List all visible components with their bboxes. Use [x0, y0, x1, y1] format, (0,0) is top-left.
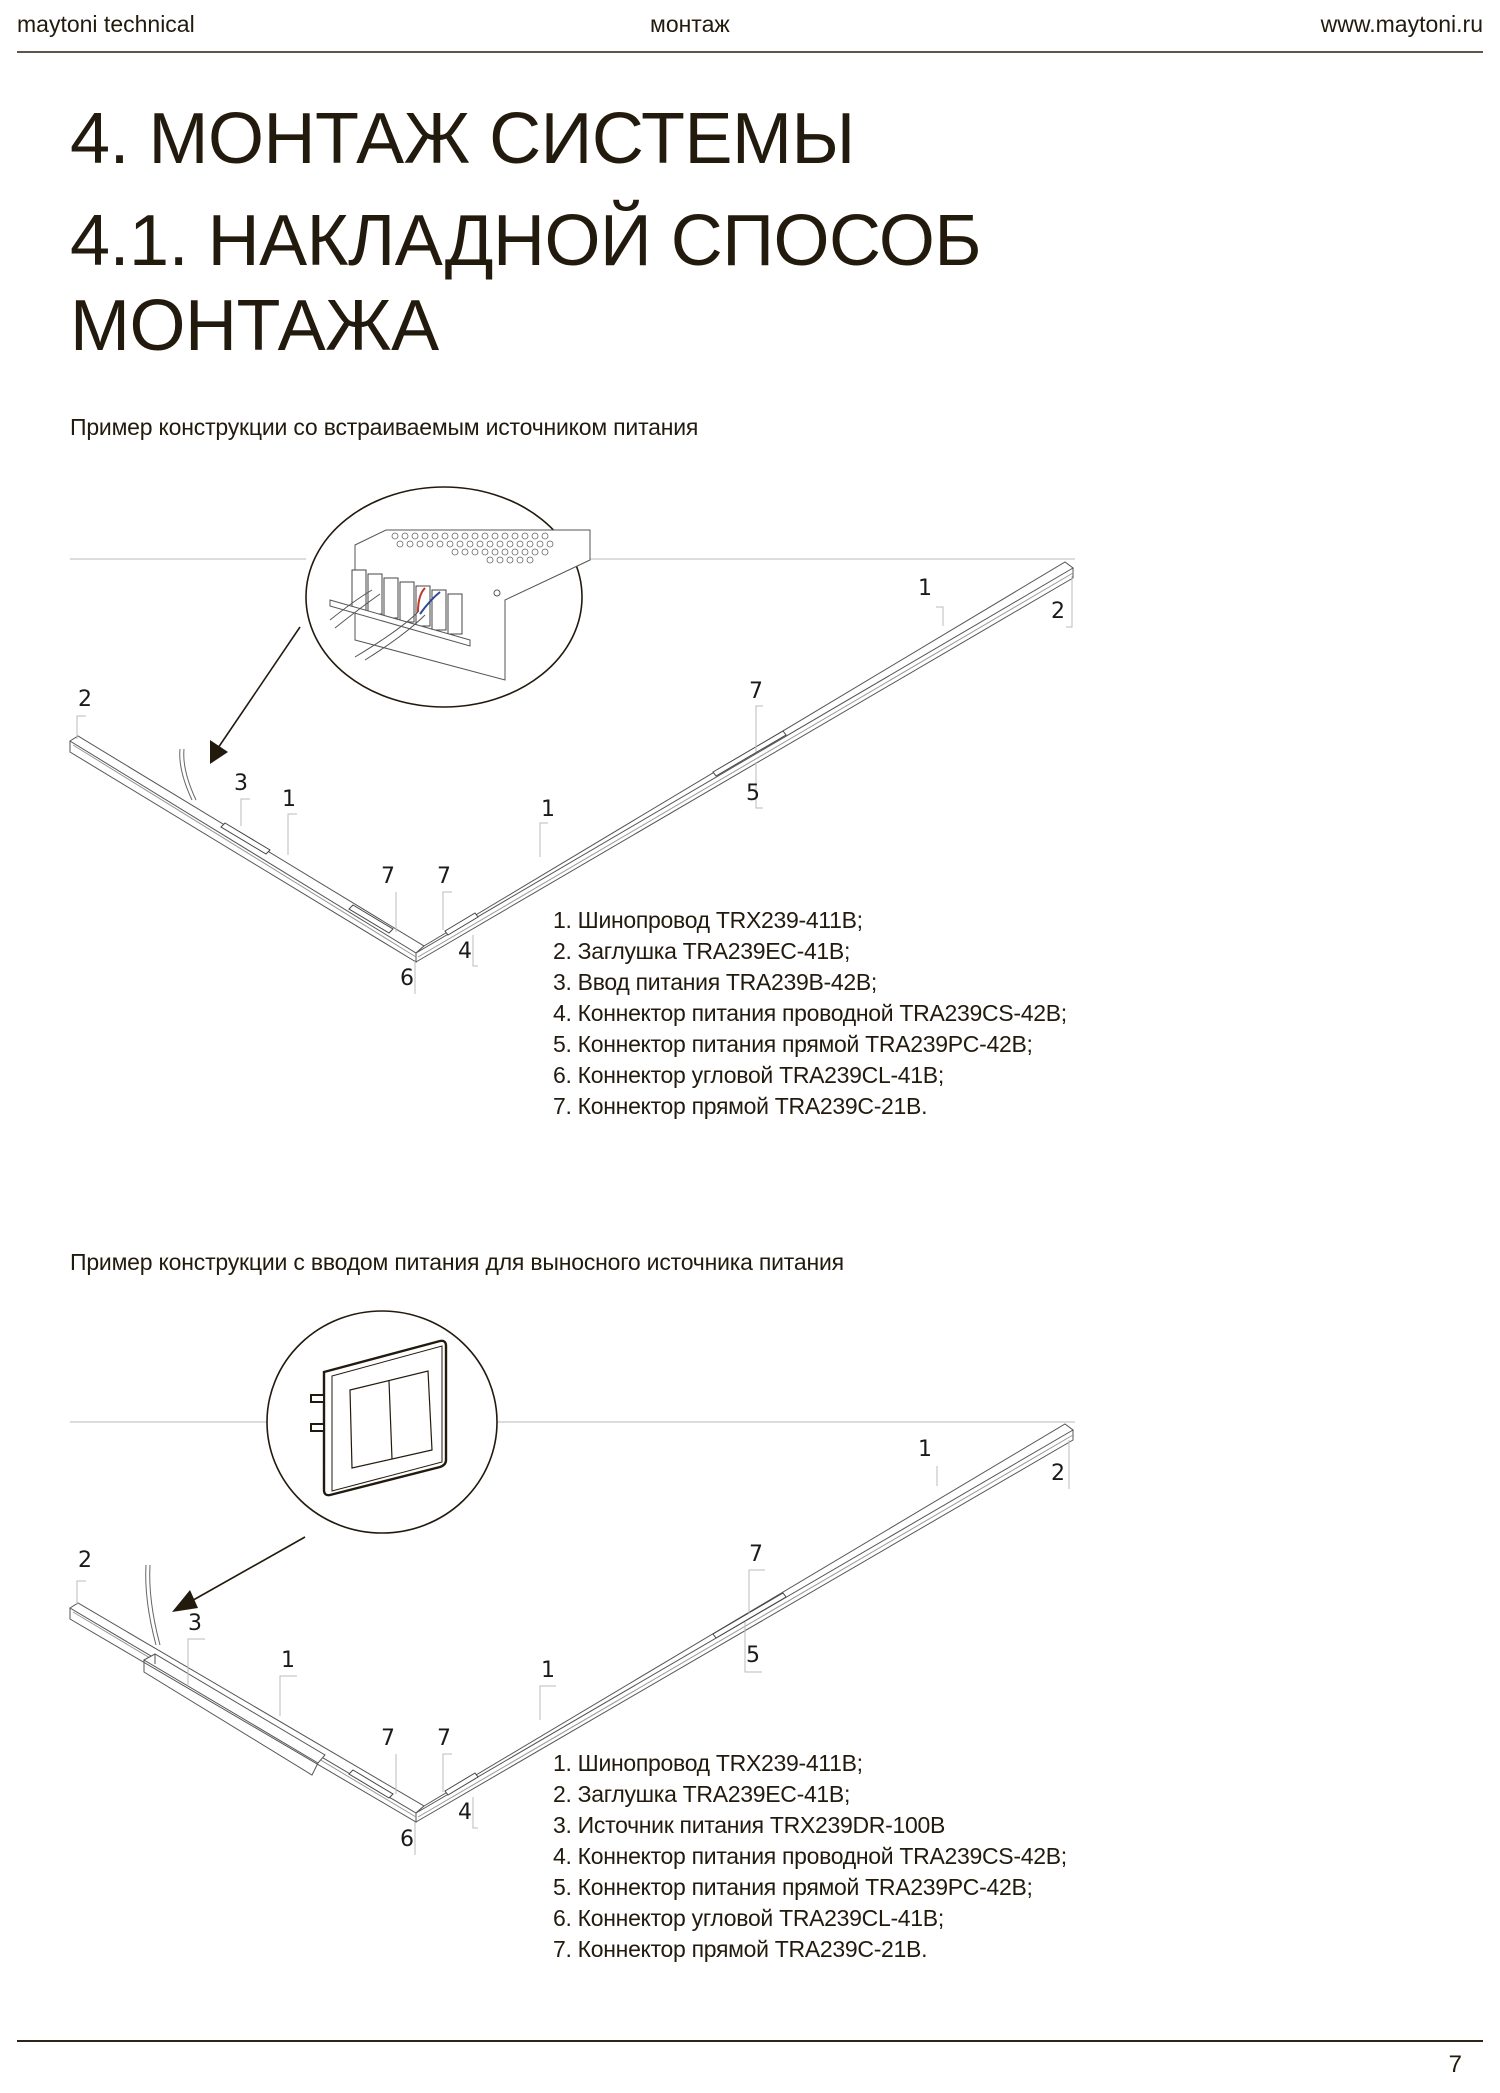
callout-7-a: 7: [381, 864, 395, 889]
callout-1-left: 1: [281, 1648, 295, 1673]
callout-2-right: 2: [1051, 599, 1065, 624]
callout-3: 3: [234, 771, 248, 796]
callout-2-left: 2: [78, 1548, 92, 1573]
callout-7-right: 7: [749, 1542, 763, 1567]
arrow-line: [218, 627, 300, 748]
header-rule: [17, 51, 1483, 53]
callout-4: 4: [458, 1800, 472, 1825]
legend-item: 5. Коннектор питания прямой TRA239PC-42B;: [553, 1874, 1033, 1900]
callout-1-mid: 1: [541, 797, 555, 822]
legend-item: 6. Коннектор угловой TRA239CL-41B;: [553, 1905, 944, 1931]
callout-6: 6: [400, 966, 414, 991]
legend-item: 6. Коннектор угловой TRA239CL-41B;: [553, 1062, 944, 1088]
arrow-head-icon: [210, 740, 228, 764]
example2-legend: [553, 1748, 1067, 1965]
callout-7-b: 7: [437, 864, 451, 889]
arrow-head-icon: [172, 1590, 198, 1612]
header-website-link[interactable]: www.maytoni.ru: [1320, 11, 1483, 37]
legend-item: 4. Коннектор питания проводной TRA239CS-42B;: [553, 1000, 1067, 1026]
legend-item: 5. Коннектор питания прямой TRA239PC-42B;: [553, 1031, 1033, 1057]
callout-1-right: 1: [918, 1437, 932, 1462]
subsection-title-line1: 4.1. НАКЛАДНОЙ СПОСОБ: [70, 201, 982, 281]
arrow-line: [188, 1537, 305, 1603]
page-number: 7: [1448, 2051, 1462, 2078]
section-title: 4. МОНТАЖ СИСТЕМЫ: [70, 99, 855, 179]
header-brand: maytoni technical: [17, 11, 195, 37]
callout-3: 3: [188, 1611, 202, 1636]
callout-7-right: 7: [749, 679, 763, 704]
callout-5: 5: [746, 781, 760, 806]
callout-4: 4: [458, 939, 472, 964]
footer-rule: [17, 2040, 1483, 2042]
callout-7-b: 7: [437, 1726, 451, 1751]
example2-caption: Пример конструкции с вводом питания для выносного источника питания: [70, 1249, 844, 1275]
legend-item: 7. Коннектор прямой TRA239C-21B.: [553, 1093, 928, 1119]
callout-2-left: 2: [78, 687, 92, 712]
callout-6: 6: [400, 1827, 414, 1852]
legend-item: 2. Заглушка TRA239EC-41B;: [553, 1781, 851, 1807]
callout-5: 5: [746, 1643, 760, 1668]
example1-legend: [553, 905, 1067, 1122]
subsection-title-line2: МОНТАЖА: [70, 286, 439, 366]
legend-item: 1. Шинопровод TRX239-411B;: [553, 1750, 863, 1776]
header-section: монтаж: [650, 11, 730, 37]
callout-2-right: 2: [1051, 1461, 1065, 1486]
legend-item: 4. Коннектор питания проводной TRA239CS-42B;: [553, 1843, 1067, 1869]
legend-item: 7. Коннектор прямой TRA239C-21B.: [553, 1936, 928, 1962]
legend-item: 3. Ввод питания TRA239B-42B;: [553, 969, 878, 995]
power-supply-terminal-icon: [306, 487, 590, 707]
example1-caption: Пример конструкции со встраиваемым источником питания: [70, 414, 699, 440]
legend-item: 3. Источник питания TRX239DR-100B: [553, 1812, 945, 1838]
callout-7-a: 7: [381, 1726, 395, 1751]
callout-1-mid: 1: [541, 1658, 555, 1683]
callout-1-right: 1: [918, 576, 932, 601]
legend-item: 2. Заглушка TRA239EC-41B;: [553, 938, 851, 964]
legend-item: 1. Шинопровод TRX239-411B;: [553, 907, 863, 933]
wall-switch-icon: [267, 1311, 497, 1533]
callout-1-left: 1: [282, 787, 296, 812]
